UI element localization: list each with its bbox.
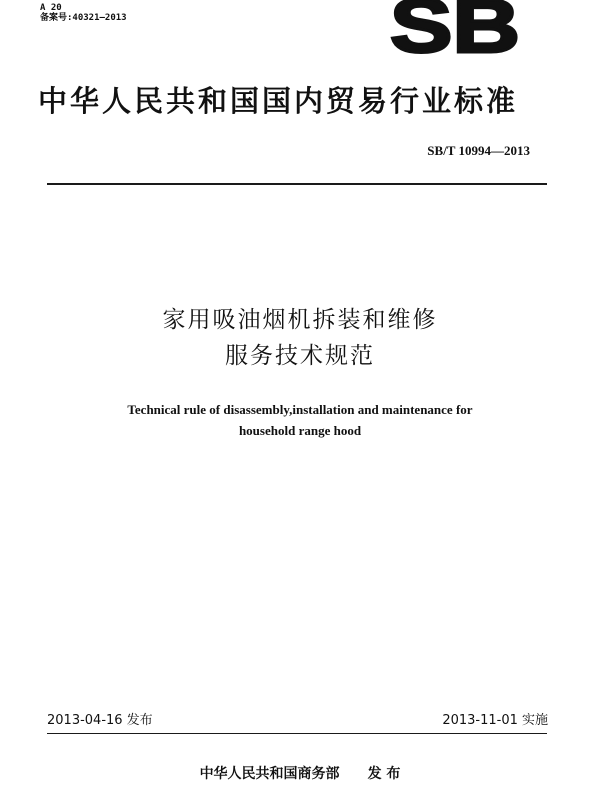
standard-number: SB/T 10994—2013 — [427, 143, 530, 158]
issuer-action: 发 布 — [367, 766, 401, 782]
issuer-line — [0, 765, 600, 783]
top-divider — [47, 183, 547, 185]
implementation-date: 2013-11-01 实施 — [442, 713, 548, 728]
sb-logo — [385, 0, 525, 58]
record-number: 备案号:40321—2013 — [40, 13, 127, 23]
issuer-name: 中华人民共和国商务部 — [199, 766, 340, 782]
bottom-divider — [47, 733, 547, 734]
chinese-title-line-1: 家用吸油烟机拆装和维修 — [162, 307, 438, 333]
issue-date: 2013-04-16 发布 — [47, 713, 153, 728]
standard-category-title: 中华人民共和国国内贸易行业标准 — [38, 84, 519, 118]
sb-logo-text: SB — [390, 0, 520, 58]
classification-code: A 20 — [40, 3, 62, 13]
english-title-line-2: household range hood — [238, 423, 362, 438]
english-title-line-1: Technical rule of disassembly,installation and maintenance for — [127, 402, 473, 417]
chinese-title-line-2: 服务技术规范 — [225, 343, 375, 369]
